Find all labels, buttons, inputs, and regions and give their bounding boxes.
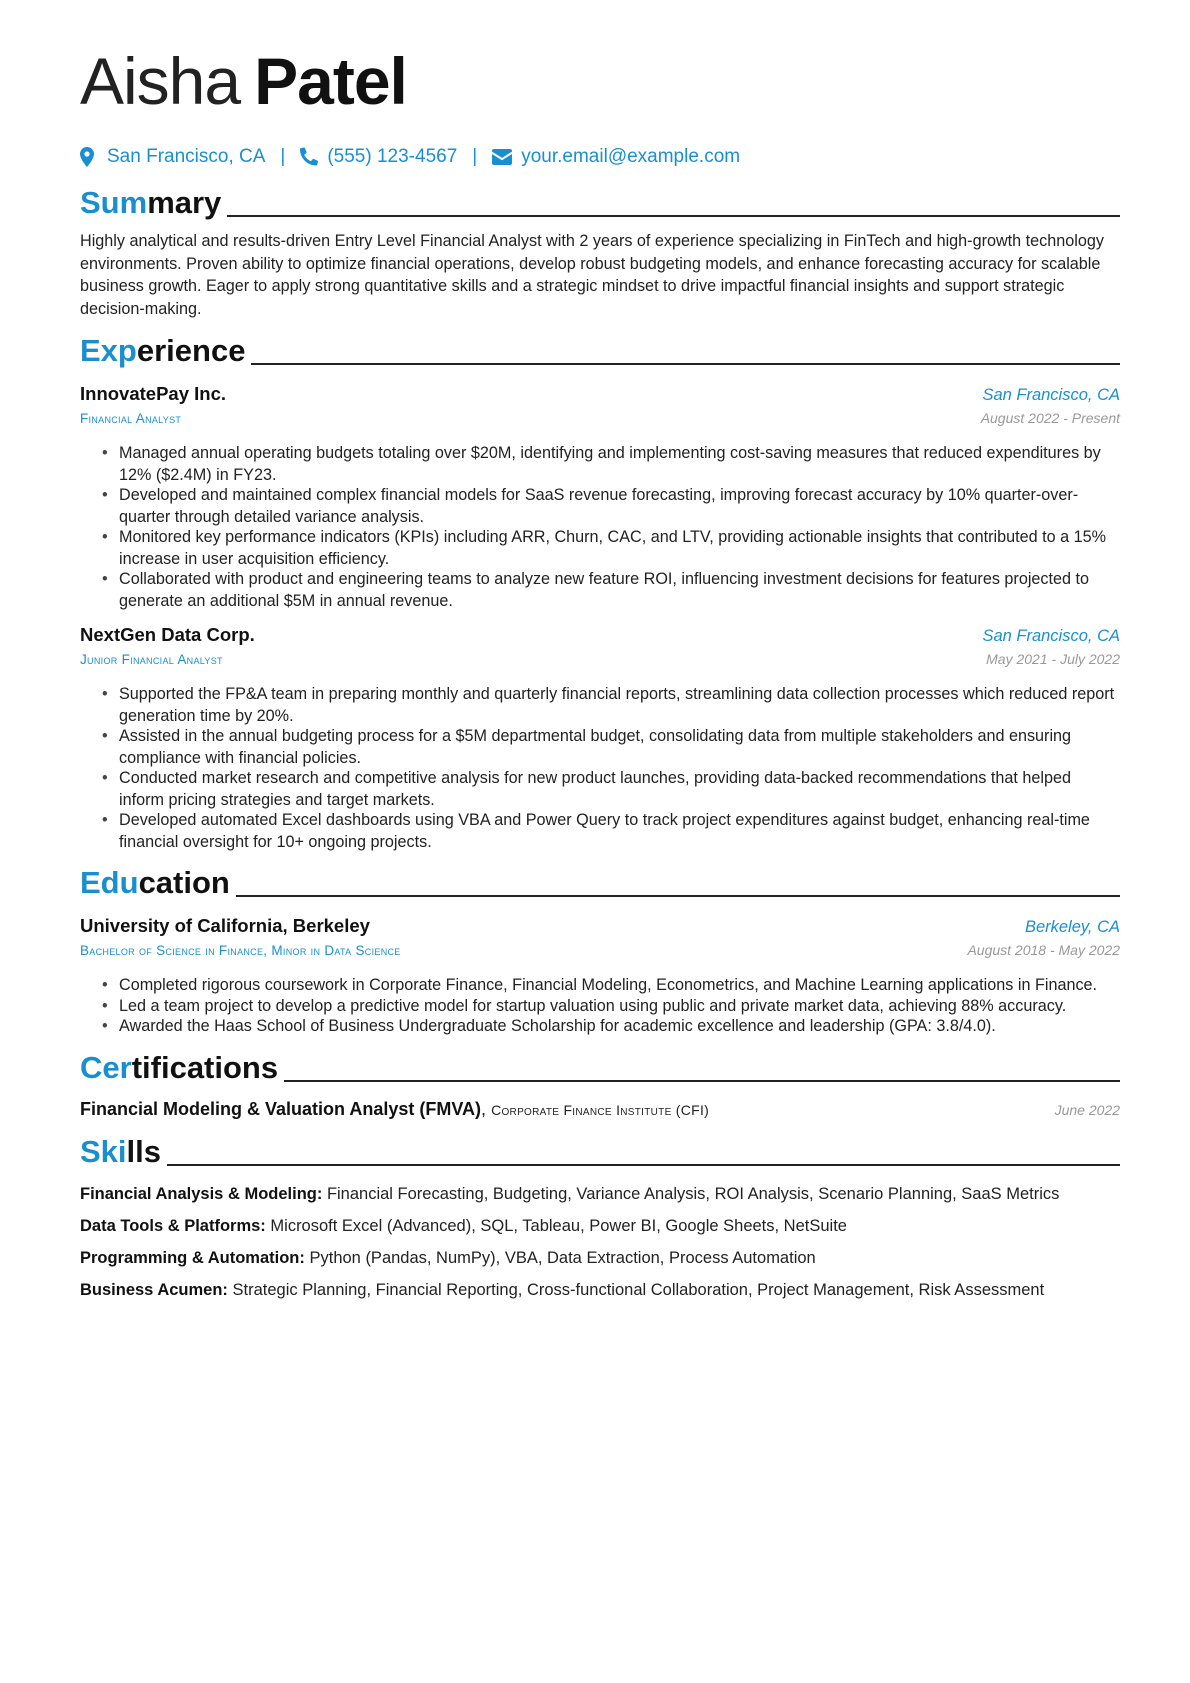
education-entry (80, 914, 1120, 1038)
skill-row (80, 1279, 1120, 1301)
skill-items: Microsoft Excel (Advanced), SQL, Tableau, Power BI, Google Sheets, NetSuite (270, 1216, 847, 1235)
degree: Bachelor of Science in Finance, Minor in Data Science (80, 943, 401, 959)
skill-items: Strategic Planning, Financial Reporting, Cross-functional Collaboration, Project Management, Risk Assessment (232, 1280, 1045, 1299)
job-bullets (80, 684, 1120, 853)
resume-page (80, 42, 1120, 1301)
list-item: • Supported the FP&A team in preparing monthly and quarterly financial reports, streamlining data collection processes which reduced report generation time by 20%. (102, 684, 1120, 727)
job-title: Financial Analyst (80, 411, 182, 427)
list-item: • Developed automated Excel dashboards using VBA and Power Query to track project expenditures against budget, enhancing real-time financial oversight for 10+ ongoing projects. (102, 810, 1120, 853)
company-name: NextGen Data Corp. (80, 624, 255, 646)
experience-entry (80, 623, 1120, 853)
phone-icon (300, 147, 318, 167)
certification-separator: , (481, 1098, 487, 1119)
summary-title-accent: Sum (80, 185, 148, 220)
education-title-rest: cation (138, 865, 230, 901)
certifications-heading (80, 1049, 1120, 1087)
skill-category: Business Acumen: (80, 1280, 228, 1299)
skill-row (80, 1247, 1120, 1269)
section-rule (251, 363, 1120, 365)
skills-title-accent: Ski (80, 1133, 127, 1169)
summary-text: Highly analytical and results-driven Entry Level Financial Analyst with 2 years of experience specializing in FinTech and high-growth technology environments. Proven ability to optimize financial operations, develop robust budgeting models, and enhance forecasting accuracy for scalable business growth. Eager to apply strong quantitative skills and a strategic mindset to drive impactful financial insights and support strategic decision-making. (80, 232, 1104, 318)
email-link[interactable]: your.email@example.com (521, 146, 741, 167)
location-text: San Francisco, CA (107, 146, 266, 167)
section-rule (284, 1080, 1120, 1082)
school-location: Berkeley, CA (1024, 918, 1120, 937)
contact-email[interactable] (492, 146, 740, 168)
school-name: University of California, Berkeley (80, 915, 370, 937)
certification-date: June 2022 (1054, 1101, 1120, 1118)
contact-phone (300, 146, 457, 168)
list-item: • Awarded the Haas School of Business Undergraduate Scholarship for academic excellence and leadership (GPA: 3.8/4.0). (102, 1016, 1120, 1038)
list-item: • Assisted in the annual budgeting process for a $5M departmental budget, consolidating data from multiple stakeholders and ensuring compliance with financial policies. (102, 726, 1120, 769)
job-bullets (80, 443, 1120, 612)
skill-row (80, 1215, 1120, 1237)
contact-separator: | (472, 146, 478, 167)
skills-list (80, 1183, 1120, 1301)
education-bullets (80, 975, 1120, 1038)
list-item: • Collaborated with product and engineering teams to analyze new feature ROI, influencing investment decisions for features projected to generate an additional $5M in annual revenue. (102, 569, 1120, 612)
job-dates: August 2022 - Present (980, 410, 1120, 427)
skills-title-rest: lls (126, 1133, 161, 1169)
experience-title-accent: Exp (80, 333, 137, 369)
list-item: • Conducted market research and competitive analysis for new product launches, providing data-backed recommendations that helped inform pricing strategies and target markets. (102, 768, 1120, 811)
experience-entry (80, 382, 1120, 612)
map-pin-icon (80, 147, 98, 167)
skill-category: Programming & Automation: (80, 1248, 305, 1267)
education-title-accent: Edu (80, 865, 139, 901)
certification-issuer: Corporate Finance Institute (CFI) (491, 1101, 710, 1118)
list-item: • Developed and maintained complex financial models for SaaS revenue forecasting, improving forecast accuracy by 10% quarter-over-quarter through detailed variance analysis. (102, 485, 1120, 528)
contact-separator: | (280, 146, 286, 167)
summary-title-rest: mary (147, 185, 222, 220)
certification-item (80, 1099, 1120, 1121)
section-rule (167, 1164, 1120, 1166)
job-title: Junior Financial Analyst (80, 652, 223, 668)
experience-title-rest: erience (136, 333, 246, 369)
education-heading (80, 864, 1120, 902)
contact-location (80, 146, 265, 168)
envelope-icon (492, 147, 512, 167)
skill-category: Data Tools & Platforms: (80, 1216, 266, 1235)
job-location: San Francisco, CA (982, 386, 1120, 405)
certification-name: Financial Modeling & Valuation Analyst (FMVA) (80, 1098, 482, 1119)
skill-row (80, 1183, 1120, 1205)
summary-heading (80, 184, 1120, 222)
candidate-name (80, 42, 1120, 120)
job-dates: May 2021 - July 2022 (986, 651, 1120, 668)
list-item: • Monitored key performance indicators (KPIs) including ARR, Churn, CAC, and LTV, providing actionable insights that contributed to a 15% increase in user acquisition efficiency. (102, 527, 1120, 570)
section-rule (236, 895, 1120, 897)
list-item: • Managed annual operating budgets totaling over $20M, identifying and implementing cost-saving measures that reduced expenditures by 12% ($2.4M) in FY23. (102, 443, 1120, 486)
phone-text: (555) 123-4567 (327, 146, 458, 167)
list-item: • Led a team project to develop a predictive model for startup valuation using public and private market data, achieving 88% accuracy. (102, 996, 1120, 1018)
job-location: San Francisco, CA (982, 627, 1120, 646)
skills-heading (80, 1133, 1120, 1171)
certifications-title-rest: tifications (131, 1049, 279, 1085)
experience-heading (80, 332, 1120, 370)
skill-category: Financial Analysis & Modeling: (80, 1184, 323, 1203)
company-name: InnovatePay Inc. (80, 383, 226, 405)
skill-items: Financial Forecasting, Budgeting, Variance Analysis, ROI Analysis, Scenario Planning, SaaS Metrics (326, 1184, 1060, 1203)
school-dates: August 2018 - May 2022 (967, 942, 1120, 959)
certifications-title-accent: Cer (80, 1049, 132, 1085)
first-name: Aisha (80, 44, 241, 118)
last-name: Patel (254, 44, 407, 118)
contact-line (80, 144, 1120, 170)
section-rule (227, 215, 1120, 217)
skill-items: Python (Pandas, NumPy), VBA, Data Extraction, Process Automation (309, 1248, 816, 1267)
list-item: • Completed rigorous coursework in Corporate Finance, Financial Modeling, Econometrics, and Machine Learning applications in Finance. (102, 975, 1120, 997)
